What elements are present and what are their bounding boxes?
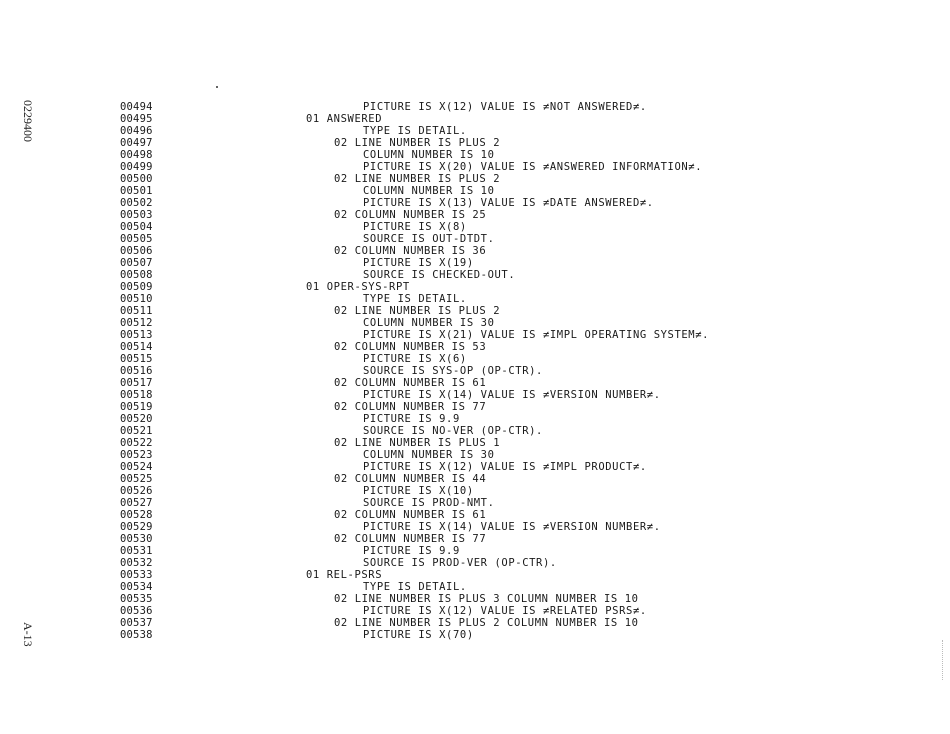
line-number: 00506 [120,245,153,257]
code-text: 02 LINE NUMBER IS PLUS 1 [334,437,501,449]
code-text: 01 REL-PSRS [306,569,383,581]
listing-line [0,317,950,329]
line-number: 00523 [120,449,153,461]
line-number: 00514 [120,341,153,353]
line-number: 00536 [120,605,153,617]
line-number: 00504 [120,221,153,233]
line-number: 00503 [120,209,153,221]
page-label: A-13 [21,622,35,647]
line-number: 00534 [120,581,153,593]
code-text: 02 COLUMN NUMBER IS 77 [334,401,487,413]
listing-line [0,341,950,353]
listing-line [0,617,950,629]
line-number: 00520 [120,413,153,425]
listing-line [0,365,950,377]
listing-line [0,125,950,137]
code-text: SOURCE IS CHECKED-OUT. [363,269,516,281]
code-text: TYPE IS DETAIL. [363,581,467,593]
line-number: 00513 [120,329,153,341]
listing-line [0,413,950,425]
code-text: PICTURE IS X(14) VALUE IS ≠VERSION NUMBER≠. [363,389,661,401]
listing-line [0,209,950,221]
code-text: 02 LINE NUMBER IS PLUS 2 [334,173,501,185]
code-text: 02 LINE NUMBER IS PLUS 2 COLUMN NUMBER IS 10 [334,617,639,629]
code-text: PICTURE IS X(10) [363,485,474,497]
code-text: PICTURE IS X(12) VALUE IS ≠NOT ANSWERED≠. [363,101,647,113]
listing-line [0,473,950,485]
listing-line [0,425,950,437]
line-number: 00527 [120,497,153,509]
line-number: 00537 [120,617,153,629]
code-text: PICTURE IS X(12) VALUE IS ≠RELATED PSRS≠. [363,605,647,617]
listing-line [0,113,950,125]
line-number: 00498 [120,149,153,161]
line-number: 00526 [120,485,153,497]
code-text: 02 COLUMN NUMBER IS 36 [334,245,487,257]
code-text: PICTURE IS X(12) VALUE IS ≠IMPL PRODUCT≠. [363,461,647,473]
code-text: 02 COLUMN NUMBER IS 53 [334,341,487,353]
line-number: 00535 [120,593,153,605]
listing-line [0,305,950,317]
listing-line [0,377,950,389]
line-number: 00497 [120,137,153,149]
listing-line [0,161,950,173]
listing-line [0,557,950,569]
code-text: SOURCE IS SYS-OP (OP-CTR). [363,365,543,377]
line-number: 00530 [120,533,153,545]
listing-line [0,281,950,293]
listing-line [0,593,950,605]
listing-line [0,569,950,581]
code-text: 02 COLUMN NUMBER IS 44 [334,473,487,485]
code-text: COLUMN NUMBER IS 30 [363,317,495,329]
listing-line [0,185,950,197]
line-number: 00518 [120,389,153,401]
document-number: 0229400 [21,100,35,142]
line-number: 00499 [120,161,153,173]
line-number: 00538 [120,629,153,641]
line-number: 00521 [120,425,153,437]
listing-line [0,605,950,617]
line-number: 00509 [120,281,153,293]
line-number: 00502 [120,197,153,209]
listing-line [0,269,950,281]
listing-line [0,101,950,113]
listing-line [0,257,950,269]
listing-line [0,629,950,641]
line-number: 00517 [120,377,153,389]
code-text: 02 LINE NUMBER IS PLUS 3 COLUMN NUMBER IS 10 [334,593,639,605]
code-text: COLUMN NUMBER IS 10 [363,149,495,161]
listing-line [0,485,950,497]
code-text: 02 LINE NUMBER IS PLUS 2 [334,305,501,317]
line-number: 00508 [120,269,153,281]
listing-line [0,449,950,461]
line-number: 00516 [120,365,153,377]
line-number: 00507 [120,257,153,269]
code-text: PICTURE IS X(14) VALUE IS ≠VERSION NUMBER≠. [363,521,661,533]
code-text: PICTURE IS X(70) [363,629,474,641]
line-number: 00496 [120,125,153,137]
line-number: 00505 [120,233,153,245]
line-number: 00515 [120,353,153,365]
code-text: 01 ANSWERED [306,113,383,125]
line-number: 00510 [120,293,153,305]
listing-line [0,197,950,209]
code-text: PICTURE IS X(13) VALUE IS ≠DATE ANSWERED≠. [363,197,654,209]
listing-line [0,461,950,473]
code-text: SOURCE IS PROD-NMT. [363,497,495,509]
line-number: 00528 [120,509,153,521]
code-text: TYPE IS DETAIL. [363,293,467,305]
line-number: 00501 [120,185,153,197]
line-number: 00529 [120,521,153,533]
line-number: 00495 [120,113,153,125]
line-number: 00519 [120,401,153,413]
listing-line [0,293,950,305]
listing-line [0,497,950,509]
listing-line [0,509,950,521]
line-number: 00511 [120,305,153,317]
scan-speck [216,86,218,88]
line-number: 00500 [120,173,153,185]
listing-line [0,533,950,545]
listing-line [0,545,950,557]
listing-line [0,401,950,413]
code-text: 02 LINE NUMBER IS PLUS 2 [334,137,501,149]
code-text: 01 OPER-SYS-RPT [306,281,410,293]
code-text: PICTURE IS X(19) [363,257,474,269]
listing-line [0,521,950,533]
listing-line [0,149,950,161]
code-text: 02 COLUMN NUMBER IS 61 [334,509,487,521]
listing-line [0,329,950,341]
line-number: 00525 [120,473,153,485]
code-text: 02 COLUMN NUMBER IS 61 [334,377,487,389]
code-text: PICTURE IS 9.9 [363,413,460,425]
listing-line [0,137,950,149]
listing-line [0,437,950,449]
line-number: 00531 [120,545,153,557]
listing-line [0,233,950,245]
line-number: 00512 [120,317,153,329]
line-number: 00522 [120,437,153,449]
code-text: 02 COLUMN NUMBER IS 25 [334,209,487,221]
code-text: SOURCE IS NO-VER (OP-CTR). [363,425,543,437]
listing-line [0,581,950,593]
listing-line [0,221,950,233]
listing-line [0,245,950,257]
listing-line [0,389,950,401]
code-text: SOURCE IS OUT-DTDT. [363,233,495,245]
code-text: TYPE IS DETAIL. [363,125,467,137]
listing-line [0,353,950,365]
code-text: PICTURE IS 9.9 [363,545,460,557]
code-text: PICTURE IS X(21) VALUE IS ≠IMPL OPERATING SYSTEM≠. [363,329,710,341]
line-number: 00524 [120,461,153,473]
code-text: PICTURE IS X(6) [363,353,467,365]
code-text: PICTURE IS X(20) VALUE IS ≠ANSWERED INFORMATION≠. [363,161,703,173]
code-text: COLUMN NUMBER IS 30 [363,449,495,461]
code-listing [0,101,950,641]
code-text: PICTURE IS X(8) [363,221,467,233]
code-text: 02 COLUMN NUMBER IS 77 [334,533,487,545]
line-number: 00532 [120,557,153,569]
scan-edge-mark [942,640,944,680]
line-number: 00494 [120,101,153,113]
line-number: 00533 [120,569,153,581]
code-text: COLUMN NUMBER IS 10 [363,185,495,197]
listing-line [0,173,950,185]
code-text: SOURCE IS PROD-VER (OP-CTR). [363,557,557,569]
